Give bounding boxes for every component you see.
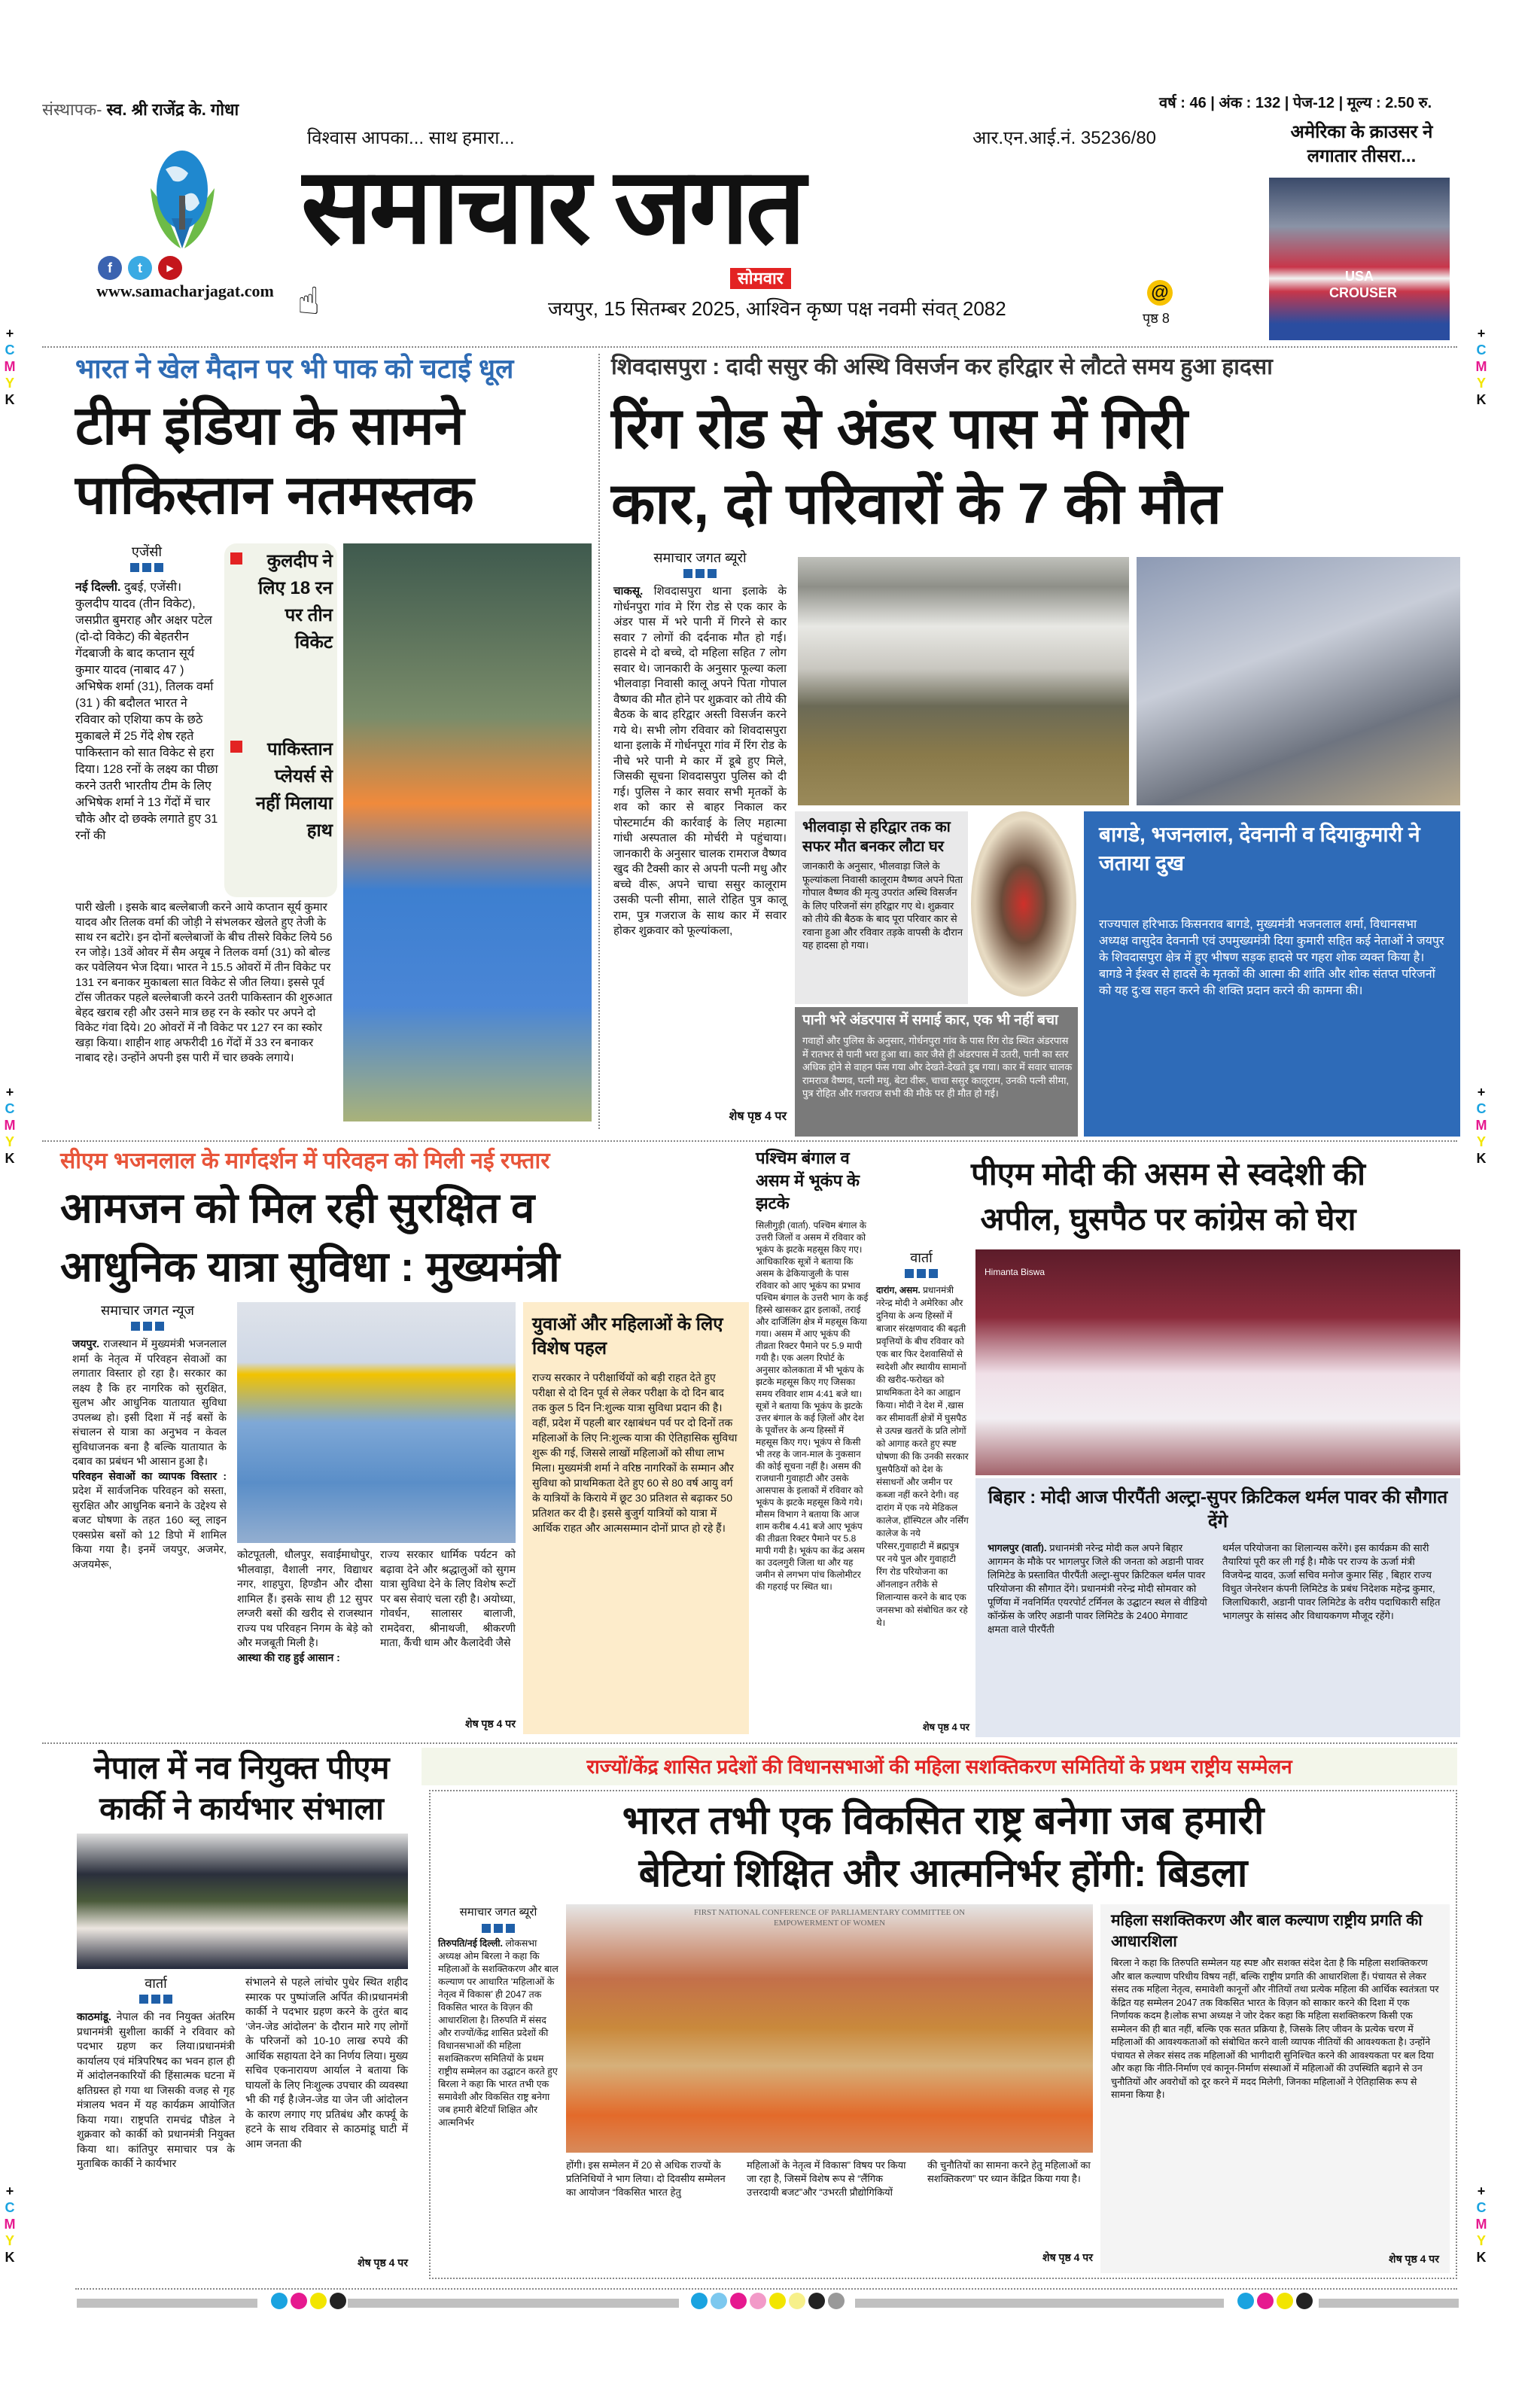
bus-inauguration-photo — [237, 1302, 516, 1543]
promo-photo-caption: USA CROUSER — [1329, 269, 1398, 300]
promo-headline[interactable]: अमेरिका के क्राउसर ने लगातार तीसरा... — [1290, 122, 1433, 166]
modi-headline: पीएम मोदी की असम से स्वदेशी की अपील, घुसपैठ पर कांग्रेस को घेरा — [971, 1156, 1365, 1237]
issue-meta: वर्ष : 46 | अंक : 132 | पेज-12 | मूल्य : 2.50 रु. — [1159, 95, 1432, 111]
bihar-box — [975, 1478, 1460, 1737]
cricket-highlights — [224, 543, 337, 897]
youtube-icon[interactable]: ▶ — [158, 256, 182, 280]
birla-side-box — [1100, 1904, 1450, 2273]
accident-box-3 — [1084, 811, 1460, 1137]
registration-mark-left-bottom: + C M Y K — [4, 2184, 16, 2265]
cmyk-dots-2 — [689, 2293, 846, 2313]
accident-body: चाकसू. शिवदासपुरा थाना इलाके के गोर्धनपुरा गांव मे रिंग रोड से एक कार के अंडर पास में भरे पानी में गिरने से कार सवार 7 लोगों की दर्दनाक मौत हो गई। हादसे मे दो बच्चे, दो महिला सहित 7 लोग सवार थे। जानकारी के अनुसार फूल्या कला भीलवाड़ा निवासी कालू अपने पिता गोपाल वैष्णव की मौत होने पर शुक्रवार को तीये की बैठक के बाद हरिद्वार अस्ती विसर्जन करने गये थे। सभी लोग रविवार को शिवदासपुरा थाना इलाके में गोर्धनपूरा गांव में रिंग रोड के नीचे भरे पानी मे कार में डूबे हुए मिले, जिसकी सूचना शिवदासपुरा पुलिस को दी गई। पुलिस ने कार सवार सभी मृतकों के शव को कार से बाहर निकाल कर पोस्टमार्टम की कार्रवाई के लिए महात्मा गांधी अस्पताल की मोर्चरी मे पहुंचाया। जानकारी के अनुसार चालक रामराज वैष्णव खुद की टैक्सी कार से अपनी पत्नी मधु और बच्चे वीरू, अपने चाचा ससुर कालूराम उसकी पत्नी सीमा, साले रोहित पुत्र कालू राम, पुत्र गजराज के साथ कार में सवार होकर शुक्रवार को फूल्यांकला, — [613, 585, 787, 937]
damaged-car-photo — [1137, 557, 1460, 805]
registration-mark-right-bottom: + C M Y K — [1475, 2184, 1487, 2265]
founder-credit: संस्थापक- स्व. श्री राजेंद्र के. गोधा — [42, 100, 239, 119]
highlight-handshake: पाकिस्तान प्लेयर्स से नहीं मिलाया हाथ — [255, 739, 333, 841]
cricket-body-2: पारी खेली । इसके बाद बल्लेबाजी करने आये कप्तान सूर्य कुमार यादव और तिलक वर्मा की जोड़ी ने संभलकर खेलते हुए तेजी के साथ रन बटोरे। इन दोनों बल्लेबाजों के बीच तीसरे विकेट लिये 56 रन जोड़े। 13वें ओवर में सैम अयूब ने तिलक वर्मा (31) को बोल्ड कर पवेलियन भेज दिया। भारत ने 15.5 ओवरों में तीन विकेट पर 131 रन बनाकर मुकाबला सात विकेट से जीत लिया। इससे पूर्व टॉस जीतकर पहले बल्लेबाजी करने उतरी पाकिस्तान की शुरुआत बेहद खराब रही और उसने मात्र छह रन के स्कोर पर अपने दो विकेट गंवा दिये। 20 ओवरों में नौ विकेट पर 127 रन का स्कोर खड़ा किया। शाहीन शाह अफरीदी 16 गेंदों में 33 रन बनाकर नाबाद रहे। उन्होंने अपनी इस पारी में चार छक्के लगाये। — [75, 901, 333, 1064]
bihar-title: बिहार : मोदी आज पीरपैंती अल्ट्रा-सुपर क्रिटिकल थर्मल पावर की सौगात देंगे — [988, 1487, 1448, 1532]
bihar-col-2: थर्मल परियोजना का शिलान्यस करेंगे। इस कार्यक्रम की सारी तैयारियां पूरी कर ली गई है। मौके पर राज्य के ऊर्जा मंत्री विजयेन्द्र यादव, ऊर्जा सचिव मनोज कुमार सिंह , बिहार राज्य विधुत जेनरेशन कंपनी लिमिटेड के प्रबंध निदेशक महेन्द्र कुमार, जिलाधिकारी, अडानी पावर लिमिटेड के वरीय पदाधिकारी सहित भागलपुर के सांसद और विधायकगण मौजूद रहेंगे। — [1222, 1542, 1441, 1621]
transport-col-3: राज्य सरकार धार्मिक पर्यटन को बढ़ावा देने और श्रद्धालुओं को सुगम यात्रा सुविधा देने के लिए विशेष रूटों पर बस सेवाएं चला रही है। अयोध्या, गोवर्धन, सालासर बालाजी, रामदेवरा, श्रीनाथजी, श्रीकरणी माता, कैंची धाम और कैलादेवी जैसे — [380, 1548, 516, 1648]
photo-banner-text: FIRST NATIONAL CONFERENCE OF PARLIAMENTARY COMMITTEE ON EMPOWERMENT OF WOMEN — [693, 1908, 966, 1928]
continued-link[interactable]: शेष पृष्ठ 4 पर — [1042, 2251, 1093, 2263]
dateline: जयपुर, 15 सितम्बर 2025, आश्विन कृष्ण पक्ष नवमी संवत् 2082 — [548, 297, 1006, 320]
quake-headline: पश्चिम बंगाल व असम में भूकंप के झटके — [756, 1149, 860, 1213]
transport-col-2: कोटपूतली, धौलपुर, सवाईमाधोपुर, भीलवाड़ा, वैशाली नगर, विद्याधर नगर, शाहपुरा, हिण्डौन और दौसा शामिल हैं। इसके साथ ही 12 सुपर लग्जरी बसों की खरीद से राजस्थान राज्य पथ परिवहन निगम के बेड़े को और मजबूती मिली है। आस्था की राह हुई आसान : — [237, 1548, 373, 1663]
masthead: समाचार जगत — [301, 151, 803, 262]
modi-body: दारांग, असम. प्रधानमंत्री नरेन्द्र मोदी ने अमेरिका और दुनिया के अन्य हिस्सों में बाजार संरक्षणवाद की बढ़ती प्रवृत्तियों के बीच रविवार को एक बार फिर देशवासियों से स्वदेशी और स्थायीय सामानों की खरीद-फरोख्त को प्राथमिकता देने का आह्वान किया। मोदी ने देश में ,खास कर सीमावर्ती क्षेत्रों में घुसपैठ से उत्पन्न खतरों के प्रति लोगों को आगाह करते हुए स्पष्ट घोषणा की कि उनकी सरकार घुसपैठियों को देश के संसाधनों और जमीन पर कब्जा नहीं करने देगी। वह दारांग में एक नये मेडिकल कालेज, हॉस्पिटल और नर्सिंग कालेज के नये परिसर,गुवाहाटी में ब्रह्मपुत्र पर नये पुल और गुवाहाटी रिंग रोड परियोजना का ऑनलाइन तरीके से शिलान्यास करने के बाद एक जनसभा को संबोधित कर रहे थे। — [876, 1285, 969, 1628]
accident-box-2-body: गवाहों और पुलिस के अनुसार, गोर्धनपुरा गांव के पास रिंग रोड स्थित अंडरपास में रातभर से पानी भरा हुआ था। कार जैसे ही अंडरपास में उतरी, पानी का स्तर अधिक होने से वाहन फंस गया और देखते-देखते डूब गया। कार में सवार चालक रामराज वैष्णव, पत्नी मधु, बेटा वीरू, चाचा ससुर कालूराम, उनकी पत्नी सीमा, पुत्र रोहित और गजराज सभी की मौके पर ही मौत हो गई। — [802, 1035, 1073, 1099]
underpass-car-photo — [798, 557, 1129, 805]
page-reference: पृष्ठ 8 — [1143, 311, 1170, 326]
modi-event-photo — [975, 1249, 1460, 1475]
birla-col-2: होंगी। इस सम्मेलन में 20 से अधिक राज्यों के प्रतिनिधियों ने भाग लिया। दो दिवसीय सम्मेलन का आयोजन “विकसित भारत हेतु — [566, 2159, 726, 2198]
tagline: विश्वास आपका... साथ हमारा... — [307, 128, 515, 148]
accident-kicker: शिवदासपुरा : दादी ससुर की अस्थि विसर्जन कर हरिद्वार से लौटते समय हुआ हादसा — [611, 355, 1273, 379]
transport-col-1: जयपुर. राजस्थान में मुख्यमंत्री भजनलाल शर्मा के नेतृत्व में परिवहन सेवाओं का लगातार विस्तार हो रहा है। सरकार का लक्ष्य है कि हर नागरिक को सुरक्षित, सुलभ और आधुनिक यातायात सुविधा उपलब्ध हो। इसी दिशा में नई बसों के संचालन से यात्रा का अनुभव न केवल सुविधाजनक बना है बल्कि यातायात के दबाव का प्रबंधन भी आसान हुआ है। परिवहन सेवाओं का व्यापक विस्तार : प्रदेश में सार्वजनिक परिवहन को सस्ता, सुरक्षित और आधुनिक बनाने के उद्देश्य से बजट घोषणा के तहत 160 ब्लू लाइन एक्सप्रेस बसों को 12 डिपो में शामिल किया गया है। इनमें जयपुर, अजमेर, अजयमेरू, — [72, 1338, 227, 1570]
accident-box-1-title: भीलवाड़ा से हरिद्वार तक का सफर मौत बनकर लौटा घर — [802, 819, 951, 855]
rni-number: आर.एन.आई.नं. 35236/80 — [972, 128, 1157, 148]
birla-side-title: महिला सशक्तिकरण और बाल कल्याण राष्ट्रीय प्रगति की आधारशिला — [1111, 1912, 1423, 1950]
weekday-badge: सोमवार — [730, 268, 791, 289]
website-link[interactable]: www.samacharjagat.com — [96, 282, 274, 300]
accident-box-3-body: राज्यपाल हरिभाऊ किसनराव बागडे, मुख्यमंत्री भजनलाल शर्मा, विधानसभा अध्यक्ष वासुदेव देवनानी एवं उपमुख्यमंत्री दिया कुमारी सहित कई नेताओं ने जयपुर के शिवदासपुरा क्षेत्र में हुए भीषण सड़क हादसे पर गहरा शोक व्यक्त किया है। बागडे ने ईश्वर से हादसे के मृतकों की आत्मा की शांति और शोक संतप्त परिजनों को यह दु:ख सहन करने की शक्ति प्रदान करने की कामना की। — [1099, 918, 1444, 997]
birla-col-3: महिलाओं के नेतृत्व में विकास” विषय पर किया जा रहा है, जिसमें विशेष रूप से “लैंगिक उत्तरदायी बजट”और “उभरती प्रौद्योगिकियों — [747, 2159, 906, 2198]
at-icon: @ — [1147, 280, 1173, 306]
registration-mark-right-mid: + C M Y K — [1475, 1085, 1487, 1166]
nepal-col-1: काठमांडू. नेपाल की नव नियुक्त अंतरिम प्रधानमंत्री सुशीला कार्की ने रविवार को पदभार ग्रहण कर लिया।प्रधानमंत्री कार्यालय एवं मंत्रिपरिषद का भवन हाल ही में आंदोलनकारियों की हिंसात्मक घटना में क्षतिग्रस्त हो गया था जिसकी वजह से गृह मंत्रालय भवन में यह कार्यक्रम आयोजित किया गया। राष्ट्रपति रामचंद्र पौडेल ने शुक्रवार को कार्की को प्रधानमंत्री नियुक्त किया था। कांतिपुर समाचार पत्र के मुताबिक कार्की ने कार्यभार — [77, 2010, 236, 2169]
birla-side-body: बिरला ने कहा कि तिरुपति सम्मेलन यह स्पष्ट और सशक्त संदेश देता है कि महिला सशक्तिकरण और बाल कल्याण परिधीय विषय नहीं, बल्कि राष्ट्रीय प्रगति की आधारशिला हैं। पंचायत से लेकर संसद तक महिला नेतृत्व, समावेशी कानूनों और नीतियों तथा प्रत्येक महिला की आर्थिक स्वतंत्रता पर केंद्रित यह सम्मेलन 2047 तक विकसित भारत के विज़न को साकार करने की दिशा में एक निर्णायक कदम है।लोक सभा अध्यक्ष ने जोर देकर कहा कि महिला सशक्तिकरण किसी एक सम्मेलन की ही बात नहीं, बल्कि एक सतत प्रक्रिया है, जिसके लिए जीवन के प्रत्येक चरण में महिलाओं की आवश्यकताओं को संबोधित करने वाली व्यापक नीतियों की आवश्यकता है। उन्होंने पंचायत से लेकर संसद तक महिलाओं की भागीदारी सुनिश्चित करने की आवश्यकता पर बल दिया और कहा कि नीति-निर्माण एवं कानून-निर्माण संस्थाओं में महिलाओं की उपस्थिति बढ़ाने से उन चुनौतियों और अवरोधों को दूर करने में मदद मिलेगी, जिनका महिलाओं ने ऐतिहासिक रूप से सामना किया है। — [1111, 1958, 1439, 2100]
birla-col-1: तिरुपति/नई दिल्ली. लोकसभा अध्यक्ष ओम बिरला ने कहा कि महिलाओं के सशक्तिकरण और बाल कल्याण पर आधारित ‘महिलाओं के नेतृत्व में विकास’ ही 2047 तक विकसित भारत के विज़न की आधारशिला है। तिरुपति में संसद और राज्यों/केंद्र शासित प्रदेशों की विधानसभाओं की महिला सशक्तिकरण समितियों के प्रथम राष्ट्रीय सम्मेलन का उद्घाटन करते हुए बिरला ने कहा कि भारत तभी एक समावेशी और विकसित राष्ट्र बनेगा जब हमारी बेटियाँ शिक्षित और आत्मनिर्भर — [438, 1938, 558, 2128]
divider — [42, 346, 1457, 348]
registration-mark-right-top: + C M Y K — [1475, 326, 1487, 407]
highlight-kuldeep: कुलदीप ने लिए 18 रन पर तीन विकेट — [258, 551, 333, 653]
social-links — [98, 256, 182, 280]
continued-link[interactable]: शेष पृष्ठ 4 पर — [358, 2257, 408, 2269]
registration-mark-left-top: + C M Y K — [4, 326, 16, 407]
cmyk-dots-3 — [1236, 2293, 1314, 2313]
pointing-hand-icon: ☝ — [297, 280, 321, 322]
divider — [75, 2288, 1457, 2290]
rescue-photo — [971, 811, 1076, 997]
transport-byline: समाचार जगत न्यूज — [72, 1302, 223, 1331]
registration-mark-left-mid: + C M Y K — [4, 1085, 16, 1166]
birla-byline: समाचार जगत ब्यूरो — [438, 1904, 558, 1933]
birla-headline: भारत तभी एक विकसित राष्ट्र बनेगा जब हमारी बेटियां शिक्षित और आत्मनिर्भर होंगी: बिडला — [622, 1799, 1265, 1895]
facebook-icon[interactable]: f — [98, 256, 122, 280]
nepal-pm-photo — [77, 1834, 408, 1969]
transport-kicker: सीएम भजनलाल के मार्गदर्शन में परिवहन को मिली नई रफ्तार — [60, 1149, 550, 1173]
continued-link[interactable]: शेष पृष्ठ 4 पर — [465, 1718, 516, 1730]
column-divider — [598, 354, 600, 1129]
globe-hands-logo-icon — [147, 143, 218, 252]
accident-box-2 — [795, 1007, 1078, 1137]
accident-box-2-title: पानी भरे अंडरपास में समाई कार, एक भी नहीं बचा — [802, 1012, 1058, 1028]
birla-col-4: की चुनौतियों का सामना करने हेतु महिलाओं का सशक्तिकरण” पर ध्यान केंद्रित किया गया है। — [927, 2159, 1091, 2184]
accident-box-1 — [795, 811, 968, 1004]
continued-link[interactable]: शेष पृष्ठ 4 पर — [729, 1110, 787, 1123]
cmyk-dots-1 — [269, 2293, 348, 2313]
accident-box-1-body: जानकारी के अनुसार, भीलवाड़ा जिले के फूल्यांकला निवासी कालूराम वैष्णव अपने पिता गोपाल वैष्णव की मृत्यु उपरांत अस्थि विसर्जन के लिए परिजनों संग हरिद्वार गए थे। शुक्रवार को तीये की बैठक के बाद पूरा परिवार कार से रवाना हुआ और रविवार तड़के वापसी के दौरान यह हादसा हो गया। — [802, 860, 963, 951]
modi-byline: वार्ता — [876, 1249, 966, 1278]
bihar-col-1: भागलपुर (वार्ता). प्रधानमंत्री नरेन्द्र मोदी कल अपने बिहार आगमन के मौके पर भागलपुर जिले की जनता को अडानी पावर लिमिटेड के प्रस्तावित पीरपैंती अल्ट्रा-सुपर क्रिटिकल थर्मल पावर परियोजना की सौगात देंगे। प्रधानमंत्री नरेन्द्र मोदी सोमवार को पूर्णिया में नवनिर्मित एयरपोर्ट टर्मिनल के उद्घाटन स्थल से वीडियो कॉन्फ्रेंस के जरिए अडानी पावर लिमिटेड के 2400 मेगावाट क्षमता वाले पीरपैंती — [988, 1542, 1207, 1635]
accident-byline: समाचार जगत ब्यूरो — [613, 549, 787, 578]
accident-box-3-title: बागडे, भजनलाल, देवनानी व दियाकुमारी ने जताया दुख — [1099, 823, 1420, 875]
transport-side-title: युवाओं और महिलाओं के लिए विशेष पहल — [532, 1314, 723, 1359]
photo-caption-text: Himanta Biswa — [985, 1267, 1045, 1277]
transport-side-box — [523, 1302, 749, 1734]
kuldeep-photo — [343, 543, 592, 1121]
transport-headline: आमजन को मिल रही सुरक्षित व आधुनिक यात्रा सुविधा : मुख्यमंत्री — [60, 1184, 560, 1290]
cricket-byline: एजेंसी — [75, 543, 218, 572]
divider — [42, 1742, 1457, 1744]
cricket-headline: टीम इंडिया के सामने पाकिस्तान नतमस्तक — [75, 396, 474, 525]
twitter-icon[interactable]: t — [128, 256, 152, 280]
birla-kicker: राज्यों/केंद्र शासित प्रदेशों की विधानसभाओं की महिला सशक्तिकरण समितियों के प्रथम राष्ट्रीय सम्मेलन — [422, 1748, 1457, 1785]
cricket-body-1: नई दिल्ली. दुबई, एजेंसी। कुलदीप यादव (तीन विकेट), जसप्रीत बुमराह और अक्षर पटेल (दो-दो विकेट) की बेहतरीन गेंदबाजी के बाद कप्तान सूर्य कुमार यादव (नाबाद 47 ) अभिषेक शर्मा (31), तिलक वर्मा (31 ) की बदौलत भारत ने रविवार को एशिया कप के छठे मुकाबले में 25 गेंदे शेष रहते पाकिस्तान को सात विकेट से हरा दिया। 128 रनों के लक्ष्य का पीछा करने उतरी भारतीय टीम के लिए अभिषेक शर्मा ने 13 गेंदों में चार चौके और दो छक्के लगाते हुए 31 रनों की — [75, 581, 218, 842]
promo-photo[interactable] — [1269, 178, 1450, 340]
quake-body: सिलीगुड़ी (वार्ता). पश्चिम बंगाल के उत्तरी जिलों व असम में रविवार को भूकंप के झटके महसूस किए गए। आधिकारिक सूत्रों ने बताया कि असम के ढेकियाजुली के पास रविवार को आए भूकंप का प्रभाव पश्चिम बंगाल के उत्तरी भाग के कई हिस्से खासकर द्वार इलाकों, तराई और दार्जिलिंग क्षेत्र में महसूस किया गया। असम में आए भूकंप की तीव्रता रिक्टर पैमाने पर 5.9 मापी गयी है। एक अलग रिपोर्ट के अनुसार कोलकाता में भी भूकंप के झटके महसूस किए गए जिसका समय रविवार शाम 4:41 बजे था। सूत्रों ने बताया कि भूकंप के झटके उत्तर बंगाल के कई ज़िलों और देश के पूर्वोत्तर के अन्य हिस्सों में महसूस किए गए। भूकंप से किसी भी तरह के जान-माल के नुकसान की कोई सूचना नहीं है। असम की राजधानी गुवाहाटी और उसके आसपास के इलाकों में रविवार को भूकंप के झटके महसूस किये गये। मौसम विभाग ने बताया कि आज शाम करीब 4.41 बजे आए भूकंप की तीव्रता रिक्टर पैमाने पर 5.8 मापी गयी है। भूकंप का केंद्र असम का उदलगुरी जिला था और यह जमीन से लगभग पांच किलोमीटर की गहराई पर स्थित था। — [756, 1220, 869, 1592]
continued-link[interactable]: शेष पृष्ठ 4 पर — [922, 1721, 969, 1733]
continued-link[interactable]: शेष पृष्ठ 4 पर — [1389, 2253, 1439, 2265]
nepal-headline: नेपाल में नव नियुक्त पीएम कार्की ने कार्यभार संभाला — [93, 1750, 390, 1826]
divider — [42, 1140, 1457, 1142]
ribbon-cutting-photo — [566, 1904, 1093, 2153]
cricket-kicker: भारत ने खेल मैदान पर भी पाक को चटाई धूल — [75, 353, 514, 384]
transport-side-body: राज्य सरकार ने परीक्षार्थियों को बड़ी राहत देते हुए परीक्षा से दो दिन पूर्व से लेकर परीक्षा के दो दिन बाद तक कुल 5 दिन नि:शुल्क यात्रा सुविधा प्रदान की है। वहीं, प्रदेश में पहली बार रक्षाबंधन पर्व पर दो दिनों तक महिलाओं के लिए नि:शुल्क यात्रा की ऐतिहासिक सुविधा शुरू की गई, जिससे लाखों महिलाओं को सीधा लाभ मिला। मुख्यमंत्री शर्मा ने वरिष्ठ नागरिकों के सम्मान और सुविधा को प्राथमिकता देते हुए 60 से 80 वर्ष आयु वर्ग के यात्रियों के किराये में छूट 30 प्रतिशत से बढ़ाकर 50 प्रतिशत कर दी है। इससे बुजुर्ग यात्रियों को यात्रा में आर्थिक राहत और आत्मसम्मान दोनों प्राप्त हो रहे हैं। — [532, 1371, 738, 1534]
highlight-bullet-icon — [230, 741, 242, 753]
highlight-bullet-icon — [230, 552, 242, 565]
nepal-col-2: संभालने से पहले लांचोर पुधेर स्थित शहीद स्मारक पर पुष्पांजलि अर्पित की।प्रधानमंत्री कार्की ने पदभार ग्रहण करने के तुरंत बाद ‘जेन-जेड आंदोलन’ के दौरान मारे गए लोगों के परिजनों को 10-10 लाख रुपये की आर्थिक सहायता देने का निर्णय लिया। मुख्य सचिव एकनारायण आर्याल ने बताया कि घायलों के लिए निःशुल्क उपचार की व्यवस्था भी की गई है।जेन-जेड या जेन जी आंदोलन के कारण लगाए गए प्रतिबंध और कर्फ्यू के हटने के साथ रविवार से काठमांडू घाटी में आम जनता की — [245, 1976, 408, 2150]
accident-headline: रिंग रोड से अंडर पास में गिरी कार, दो परिवारों के 7 की मौत — [611, 397, 1222, 536]
nepal-byline: वार्ता — [77, 1975, 235, 2004]
color-bar — [77, 2293, 1459, 2315]
